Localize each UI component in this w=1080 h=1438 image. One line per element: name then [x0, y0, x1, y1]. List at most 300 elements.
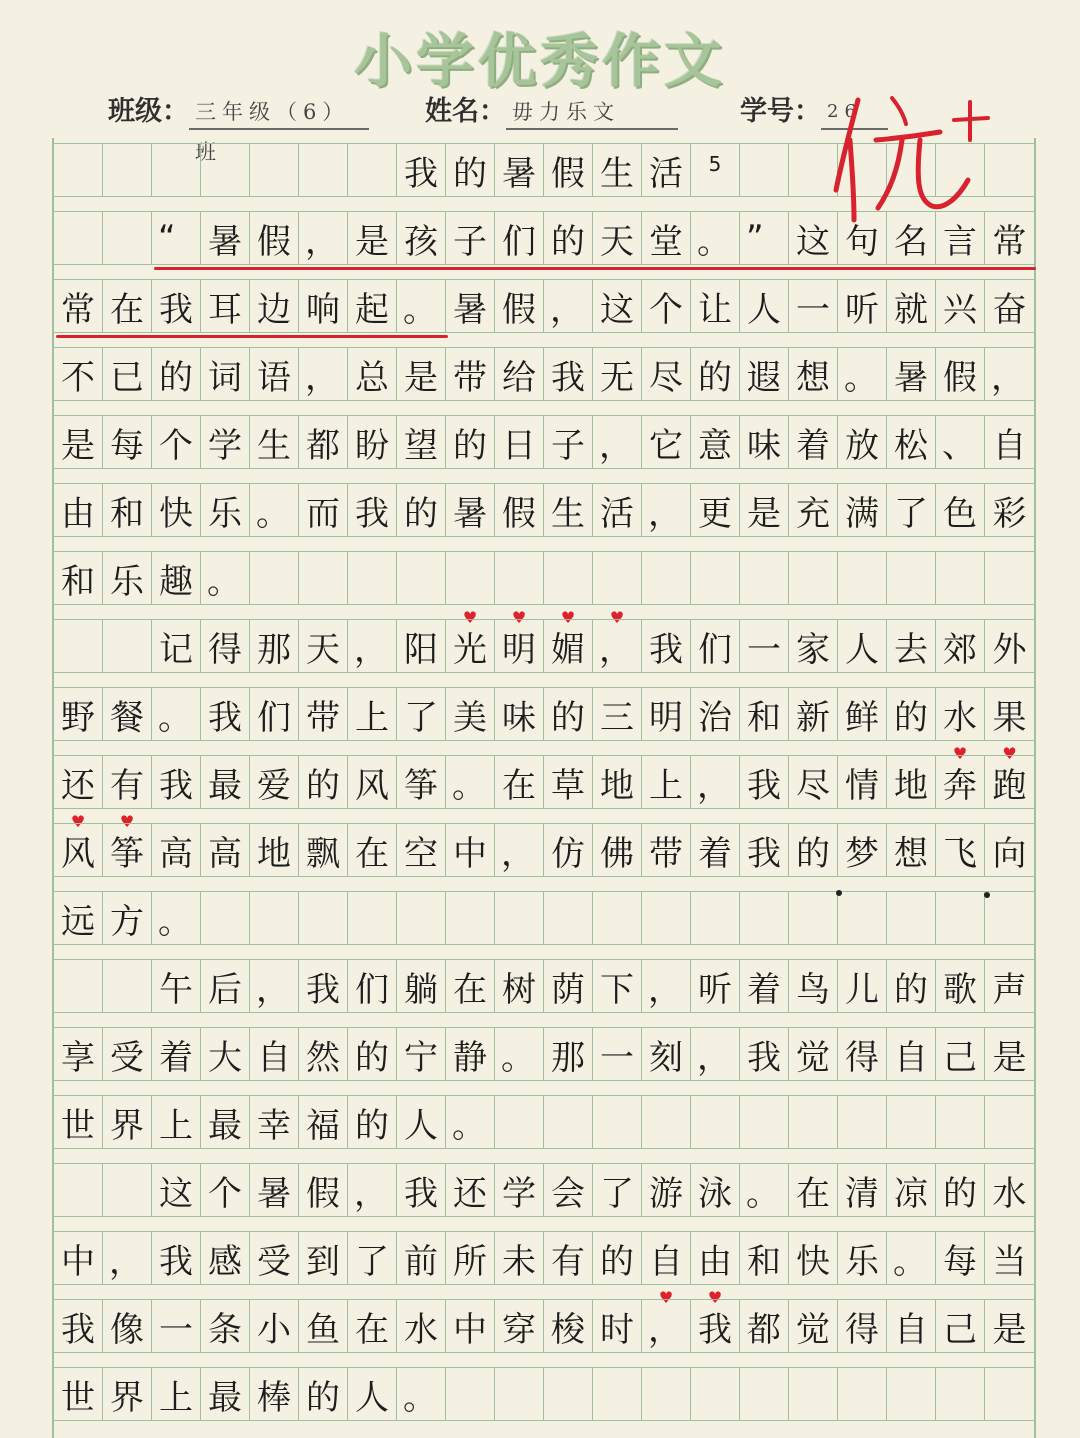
grid-cell: [642, 688, 691, 740]
character: 已: [110, 357, 144, 398]
grid-cell: [54, 212, 103, 264]
character: 仿: [551, 833, 585, 874]
grid-cell: [446, 620, 495, 672]
grid-cell: [152, 960, 201, 1012]
grid-cell: [985, 620, 1034, 672]
character: 自: [894, 1037, 928, 1078]
grid-cell: [642, 1096, 691, 1148]
grid-cell: [642, 484, 691, 536]
grid-cell: [201, 1300, 250, 1352]
grid-cell: [691, 416, 740, 468]
character: 的: [551, 221, 585, 262]
grid-cell: [544, 960, 593, 1012]
grid-cell: [789, 416, 838, 468]
character: ，: [697, 1037, 731, 1078]
grid-cell: [887, 484, 936, 536]
character: 我: [551, 357, 585, 398]
grid-cell: [495, 688, 544, 740]
character: 我: [159, 765, 193, 806]
character: 界: [110, 1377, 144, 1418]
essay-row: [54, 279, 1034, 333]
grid-cell: [446, 552, 495, 627]
character: 生: [257, 425, 291, 466]
character: 阳: [404, 629, 438, 670]
character: 高: [208, 833, 242, 874]
character: 梭: [551, 1309, 585, 1350]
character: 的: [355, 1037, 389, 1078]
character: 世: [61, 1377, 95, 1418]
grid-cell: [250, 212, 299, 264]
grid-cell: [838, 892, 887, 944]
character: 宁: [404, 1037, 438, 1078]
character: 的: [551, 697, 585, 738]
character: 乐: [208, 493, 242, 534]
grid-cell: [397, 348, 446, 400]
grid-cell: [201, 1368, 250, 1420]
character: 外: [992, 629, 1027, 670]
grid-cell: [936, 280, 985, 332]
grid-cell: [397, 892, 446, 944]
grid-cell: [103, 756, 152, 831]
character: 筝: [404, 765, 438, 806]
grid-cell: [54, 1368, 103, 1420]
character: 每: [943, 1241, 977, 1282]
character: 己: [943, 1309, 977, 1350]
grid-cell: [299, 1028, 348, 1080]
grid-cell: [397, 212, 446, 264]
character: 福: [306, 1105, 340, 1146]
grid-cell: [740, 212, 789, 264]
character: 去: [894, 629, 928, 670]
grid-cell: [201, 212, 250, 264]
essay-row: [54, 959, 1034, 1013]
grid-cell: [54, 1028, 103, 1080]
title-character: 生: [600, 153, 634, 194]
grid-cell: [838, 1368, 887, 1420]
grid-cell: [642, 1300, 691, 1352]
grid-cell: [54, 552, 103, 604]
grid-cell: [348, 1368, 397, 1420]
grid-cell: [642, 552, 691, 604]
character: 凉: [894, 1173, 928, 1214]
grid-cell: [397, 620, 446, 672]
grid-cell: [593, 552, 642, 627]
grid-cell: [250, 824, 299, 876]
character: 、: [942, 425, 976, 466]
grid-cell: [495, 212, 544, 264]
grid-cell: [299, 212, 348, 264]
character: 享: [61, 1037, 95, 1078]
grid-cell: [985, 1028, 1034, 1080]
grid-cell: [593, 1028, 642, 1080]
grid-cell: [593, 348, 642, 400]
grid-cell: [201, 280, 250, 332]
grid-cell: [397, 1300, 446, 1352]
character: 活: [600, 493, 634, 534]
grid-cell: [54, 280, 103, 332]
grid-cell: [887, 1028, 936, 1080]
grid-cell: [985, 552, 1034, 604]
grid-cell: [985, 688, 1034, 763]
character: 前: [404, 1241, 438, 1282]
character: ，: [697, 765, 731, 806]
grid-cell: [936, 688, 985, 763]
character: 声: [992, 969, 1027, 1010]
grid-cell: [103, 212, 152, 264]
character: 词: [208, 357, 242, 398]
character: 自: [992, 425, 1027, 466]
character: 树: [502, 969, 536, 1010]
grid-cell: [152, 1164, 201, 1216]
grid-cell: [348, 280, 397, 332]
character: ，: [354, 1173, 388, 1214]
character: 不: [61, 357, 95, 398]
character: 在: [355, 833, 389, 874]
character: 。: [452, 1105, 486, 1146]
character: 个: [159, 425, 193, 466]
character: 着: [159, 1037, 193, 1078]
writing-grid-paper: [52, 138, 1036, 1438]
grid-cell: [887, 1232, 936, 1284]
character: 我: [649, 629, 683, 670]
title-character: 我: [404, 153, 438, 194]
character: 假: [257, 221, 291, 262]
heart-mark-icon: ♥: [70, 812, 86, 831]
grid-cell: [838, 1300, 887, 1352]
character: 风: [61, 833, 95, 874]
character: 我: [159, 1241, 193, 1282]
character: 满: [845, 493, 879, 534]
essay-row: [54, 1231, 1034, 1307]
character: 和: [747, 1241, 781, 1282]
grid-cell: [250, 1096, 299, 1148]
grid-cell: [985, 1368, 1034, 1420]
character: 着: [698, 833, 732, 874]
character: 郊: [943, 629, 977, 670]
grid-cell: [299, 1164, 348, 1216]
grid-cell: [691, 824, 740, 876]
grid-cell: [54, 484, 103, 536]
grid-cell: [593, 960, 642, 1012]
character: 有: [110, 765, 144, 806]
character: 兴: [943, 289, 977, 330]
character: 我: [698, 1309, 732, 1350]
character: 治: [698, 697, 732, 738]
character: 然: [306, 1037, 340, 1078]
grid-cell: [887, 416, 936, 468]
grid-cell: [789, 1164, 838, 1216]
grid-cell: [397, 688, 446, 740]
grid-cell: [544, 1096, 593, 1148]
grid-cell: [495, 824, 544, 876]
character: 。: [256, 493, 290, 534]
grid-cell: [299, 552, 348, 604]
character: 的: [894, 697, 928, 738]
grid-cell: [397, 416, 446, 468]
character: 在: [110, 289, 144, 330]
character: 的: [159, 357, 193, 398]
character: ，: [648, 1309, 682, 1350]
grid-cell: [152, 212, 201, 264]
character: 句: [845, 221, 879, 262]
essay-row: [54, 1095, 1034, 1149]
grid-cell: [642, 960, 691, 1012]
essay-row: [54, 1299, 1034, 1353]
character: 是: [404, 357, 438, 398]
grid-cell: [446, 892, 495, 944]
character: 是: [61, 425, 95, 466]
grid-cell: [691, 960, 740, 1012]
grid-cell: [446, 212, 495, 264]
character: 人: [845, 629, 879, 670]
character: 生: [551, 493, 585, 534]
grid-cell: [397, 1232, 446, 1284]
grid-cell: [250, 620, 299, 672]
grid-cell: [103, 960, 152, 1012]
grid-cell: [495, 1096, 544, 1148]
grid-cell: [593, 1368, 642, 1420]
character: 边: [257, 289, 291, 330]
character: 跑: [992, 765, 1027, 806]
grid-cell: [446, 144, 495, 196]
character: 自: [257, 1037, 291, 1078]
character: 像: [110, 1309, 144, 1350]
grid-cell: [201, 960, 250, 1012]
grid-cell: [397, 1096, 446, 1148]
grid-cell: [593, 620, 642, 672]
grid-cell: [446, 1164, 495, 1216]
character: 快: [159, 493, 193, 534]
character: 我: [355, 493, 389, 534]
grid-cell: [495, 1028, 544, 1080]
grid-cell: [446, 416, 495, 468]
character: 。: [746, 1173, 780, 1214]
grid-cell: [495, 484, 544, 536]
character: 在: [502, 765, 536, 806]
grid-cell: [201, 552, 250, 604]
character: 中: [453, 1309, 487, 1350]
grid-cell: [838, 348, 887, 400]
character: 草: [551, 765, 585, 806]
character: 感: [208, 1241, 242, 1282]
character: 意: [698, 425, 732, 466]
character: 这: [796, 221, 830, 262]
grid-cell: [593, 1096, 642, 1148]
grid-cell: [446, 960, 495, 1012]
character: 尽: [649, 357, 683, 398]
grid-cell: [544, 144, 593, 196]
grid-cell: [152, 280, 201, 332]
character: 的: [943, 1173, 977, 1214]
grid-cell: [887, 688, 936, 740]
character: 向: [992, 833, 1027, 874]
character: 我: [306, 969, 340, 1010]
grid-cell: [985, 280, 1034, 332]
grid-cell: [691, 348, 740, 400]
grid-cell: [299, 960, 348, 1012]
character: 的: [796, 833, 830, 874]
grid-cell: [446, 1096, 495, 1148]
grid-cell: [936, 484, 985, 536]
character: 远: [61, 901, 95, 942]
character: 那: [551, 1037, 585, 1078]
grid-cell: [740, 620, 789, 672]
character: 自: [649, 1241, 683, 1282]
character: 有: [551, 1241, 585, 1282]
character: 带: [453, 357, 487, 398]
grid-cell: [495, 1164, 544, 1216]
character: 所: [453, 1241, 487, 1282]
grid-cell: [593, 688, 642, 740]
character: 了: [600, 1173, 634, 1214]
character: 更: [698, 493, 732, 534]
character: 的: [453, 425, 487, 466]
grid-cell: [740, 416, 789, 468]
character: 一: [159, 1309, 193, 1350]
grid-cell: [985, 1164, 1034, 1216]
character: 暑: [257, 1173, 291, 1214]
character: 是: [355, 221, 389, 262]
character: ，: [599, 425, 633, 466]
character: 听: [845, 289, 879, 330]
grid-cell: [103, 892, 152, 944]
grid-cell: [250, 892, 299, 944]
grid-cell: [250, 144, 299, 196]
character: 泳: [698, 1173, 732, 1214]
grid-cell: [740, 552, 789, 604]
grid-cell: [691, 1164, 740, 1216]
grid-cell: [789, 960, 838, 1012]
grid-cell: [740, 280, 789, 332]
grid-cell: [103, 1232, 152, 1284]
grid-cell: [887, 1164, 936, 1216]
grid-cell: [103, 484, 152, 536]
grid-cell: [544, 688, 593, 740]
grid-cell: [544, 620, 593, 672]
character: 飞: [943, 833, 977, 874]
character: 堂: [649, 221, 683, 262]
grid-cell: [642, 144, 691, 196]
grid-cell: [691, 1096, 740, 1148]
grid-cell: [348, 144, 397, 196]
character: 得: [845, 1309, 879, 1350]
grid-cell: [446, 824, 495, 876]
grid-cell: [250, 960, 299, 1012]
grid-cell: [54, 1164, 103, 1216]
grid-cell: [103, 1300, 152, 1352]
character: 上: [159, 1377, 193, 1418]
character: 躺: [404, 969, 438, 1010]
character: 常: [992, 221, 1027, 262]
character: 了: [355, 1241, 389, 1282]
character: 当: [992, 1241, 1027, 1282]
character: 空: [404, 833, 438, 874]
title-character: 暑: [502, 153, 536, 194]
grid-cell: [985, 892, 1034, 944]
grid-cell: [201, 620, 250, 672]
ink-dot: [836, 890, 842, 896]
character: 鸟: [796, 969, 830, 1010]
grid-cell: [103, 280, 152, 332]
character: 起: [355, 289, 389, 330]
grid-cell: [740, 1300, 789, 1352]
heart-mark-icon: ♥: [119, 812, 135, 831]
grid-cell: [544, 892, 593, 944]
character: ，: [550, 289, 584, 330]
character: 条: [208, 1309, 242, 1350]
character: 奔: [943, 765, 977, 806]
grid-cell: [446, 688, 495, 740]
grid-cell: [152, 756, 201, 808]
grid-cell: [838, 620, 887, 672]
grid-cell: [250, 280, 299, 332]
character: 言: [943, 221, 977, 262]
grid-cell: [299, 824, 348, 876]
character: 我: [61, 1309, 95, 1350]
grid-cell: [201, 892, 250, 944]
character: 儿: [845, 969, 879, 1010]
character: 。: [207, 561, 241, 602]
grid-cell: [642, 416, 691, 468]
grid-cell: [495, 960, 544, 1012]
character: 的: [306, 765, 340, 806]
grid-cell: [789, 1300, 838, 1352]
character: 穿: [502, 1309, 536, 1350]
grid-cell: [397, 824, 446, 876]
grid-cell: [250, 416, 299, 468]
grid-cell: [446, 348, 495, 400]
character: 新: [796, 697, 830, 738]
grid-cell: [446, 1232, 495, 1284]
grid-cell: [887, 824, 936, 876]
heart-mark-icon: ♥: [560, 608, 576, 627]
character: 情: [845, 765, 879, 806]
grid-cell: [201, 1096, 250, 1148]
grid-cell: [54, 620, 103, 672]
grid-cell: [740, 1232, 789, 1284]
character: 尽: [796, 765, 830, 806]
grid-cell: [250, 688, 299, 740]
character: 一: [796, 289, 830, 330]
character: 味: [747, 425, 781, 466]
grid-cell: [54, 824, 103, 876]
essay-row: [54, 1163, 1034, 1217]
character: 松: [894, 425, 928, 466]
character: 天: [306, 629, 340, 670]
grid-cell: [642, 620, 691, 672]
character: 听: [698, 969, 732, 1010]
grid-cell: [985, 348, 1034, 400]
grade-mark: [820, 80, 1000, 230]
grid-cell: [446, 280, 495, 332]
character: ，: [354, 629, 388, 670]
grid-cell: [54, 416, 103, 468]
character: 高: [159, 833, 193, 874]
grid-cell: [54, 144, 103, 196]
grid-cell: [495, 416, 544, 468]
grid-cell: [544, 280, 593, 332]
character: 望: [404, 425, 438, 466]
character: 鱼: [306, 1309, 340, 1350]
heart-mark-icon: ♥: [462, 608, 478, 627]
grid-cell: [250, 552, 299, 604]
character: 而: [306, 493, 340, 534]
grid-cell: [544, 1232, 593, 1284]
grid-cell: [54, 960, 103, 1012]
character: 的: [355, 1105, 389, 1146]
grid-cell: [593, 416, 642, 468]
character: 暑: [208, 221, 242, 262]
